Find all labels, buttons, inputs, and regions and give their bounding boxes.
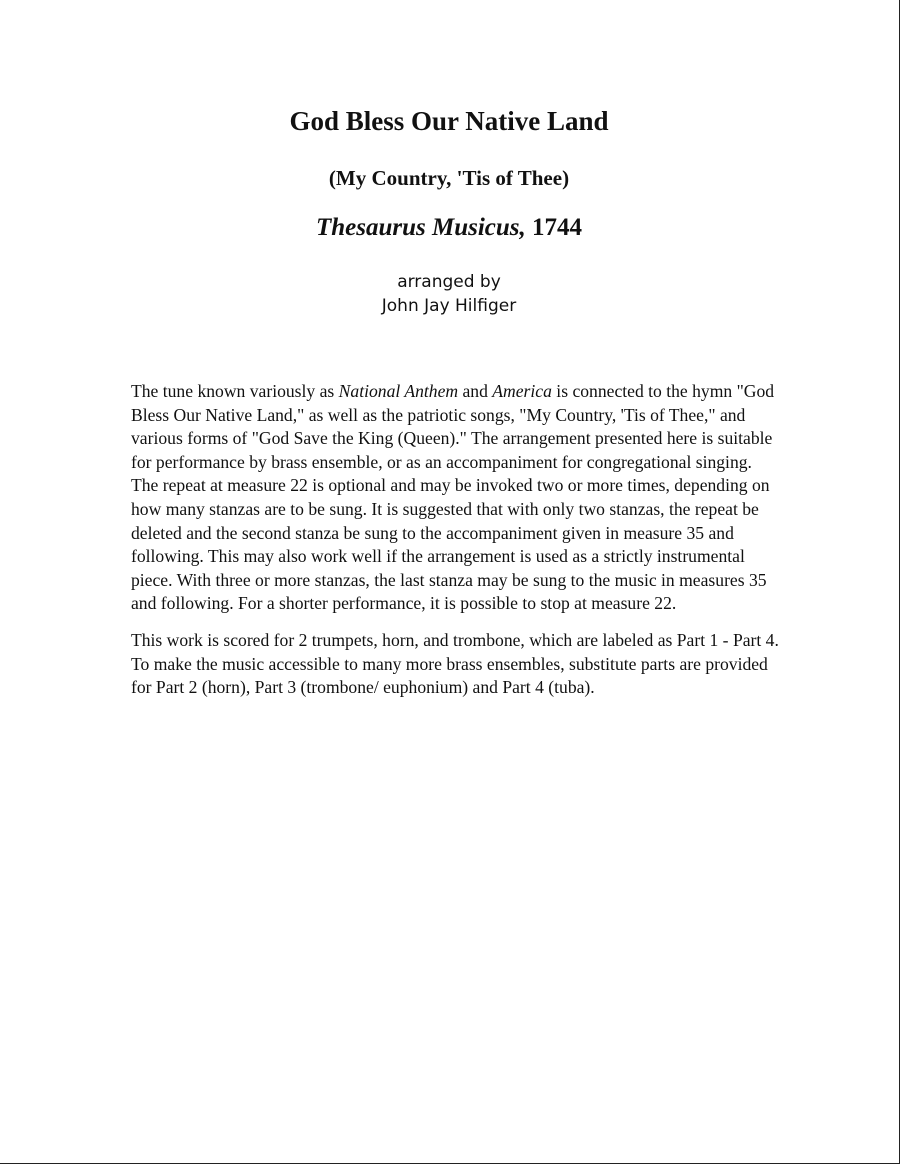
arranger-credit bbox=[0, 270, 898, 318]
credit-arranged-by: arranged by bbox=[397, 272, 501, 292]
body-text bbox=[131, 380, 781, 713]
paragraph-history-em-america: America bbox=[492, 381, 552, 401]
paragraph-history-text-1: The tune known variously as bbox=[131, 381, 339, 401]
paragraph-history-em-national-anthem: National Anthem bbox=[338, 381, 459, 401]
source-line bbox=[0, 214, 898, 242]
document-title: God Bless Our Native Land bbox=[289, 106, 609, 136]
credit-arranger-name: John Jay Hilfiger bbox=[381, 296, 517, 316]
source-work: Thesaurus Musicus, bbox=[315, 214, 526, 241]
paragraph-scoring: This work is scored for 2 trumpets, horn, and trombone, which are labeled as Part 1 - Part 4. To make the music accessible to many more brass ensembles, substitute parts are provided for Part 2 (horn), Part 3 (trombone/ euphonium) and Part 4 (tuba). bbox=[131, 629, 779, 698]
source-year: 1744 bbox=[525, 214, 583, 241]
document-subtitle: (My Country, 'Tis of Thee) bbox=[328, 166, 570, 190]
paragraph-history-text-2: and bbox=[458, 381, 493, 401]
paragraph-history bbox=[131, 380, 781, 616]
paragraph-history-text-3: is connected to the hymn "God Bless Our Native Land," as well as the patriotic songs, "My Country, 'Tis of Thee," and various forms of "God Save the King (Queen)." The arrangement presented here is suitable for performance by brass ensemble, or as an accompaniment for congregational singing. The repeat at measure 22 is optional and may be invoked two or more times, depending on how many stanzas are to be sung. It is suggested that with only two stanzas, the repeat be deleted and the second stanza be sung to the accompaniment given in measure 35 and following. This may also work well if the arrangement is used as a strictly instrumental piece. With three or more stanzas, the last stanza may be sung to the music in measures 35 and following. For a shorter performance, it is possible to stop at measure 22. bbox=[131, 381, 775, 614]
